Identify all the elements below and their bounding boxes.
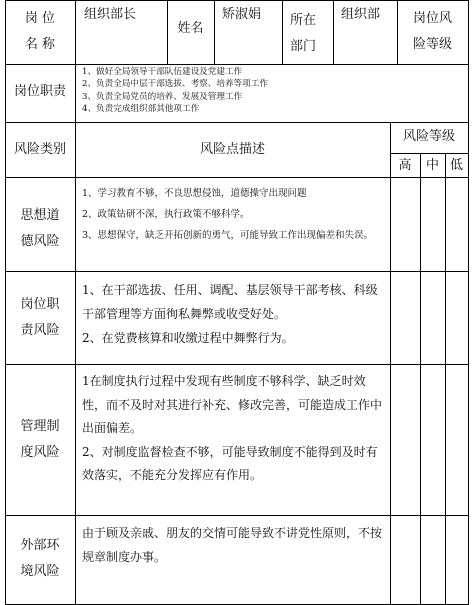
position-label: 岗 位 名 称 <box>24 11 56 52</box>
risk-description: 由于顾及亲戚、朋友的交情可能导致不讲党性原则，不按规章制度办事。 <box>82 526 383 564</box>
risk-description: 1、学习教育不够，不良思想侵蚀，道德操守出现问题 2、政策钻研不深，执行政策不够科学。 3、思想保守，缺乏开拓创新的勇气，可能导致工作出现偏差和失误。 <box>82 188 374 241</box>
list-item: 4、负责完成组织部其他项工作 <box>82 104 200 115</box>
risk-level-label: 岗位风 险等级 <box>412 11 452 52</box>
list-item: 1、做好全局领导干部队伍建设及党建工作 <box>82 67 243 77</box>
risk-level-low: 低 <box>449 158 463 173</box>
duties-list <box>82 66 462 116</box>
risk-description: 1在制度执行过程中发现有些制度不够科学、缺乏时效性，而不及时对其进行补充、修改完善，可能造成工作中出面偏差。 2、对制度监督检查不够，可能导致制度不能得到及时有效落实，不能充分发挥应有作用。 <box>82 374 383 482</box>
position-value: 组织部长 <box>84 7 137 22</box>
list-item: 3、负责全局党员的培养、发展及管理工作 <box>82 91 243 102</box>
risk-description-header: 风险点描述 <box>199 142 265 157</box>
risk-category: 外部环 境风险 <box>20 538 60 579</box>
risk-level-header: 风险等级 <box>402 129 455 144</box>
risk-category: 岗位职 责风险 <box>20 297 60 338</box>
risk-description: 1、在干部选拔、任用、调配、基层领导干部考核、科级干部管理等方面徇私舞弊或收受好处。 2、在党费核算和收缴过程中舞弊行为。 <box>82 283 378 345</box>
name-label: 姓名 <box>177 21 204 36</box>
name-value: 矫淑娟 <box>222 7 262 22</box>
list-item: 2、负责全局中层干部选拔、考察、培养等项工作 <box>82 79 268 90</box>
risk-category: 思想道 德风险 <box>20 208 60 249</box>
duties-label: 岗位职责 <box>13 84 66 99</box>
risk-level-high: 高 <box>398 158 412 173</box>
risk-category: 管理制 度风险 <box>20 419 60 460</box>
dept-value: 组织部 <box>341 7 381 22</box>
risk-level-mid: 中 <box>425 158 439 173</box>
risk-category-header: 风险类别 <box>13 142 66 157</box>
dept-label: 所在 部门 <box>290 13 317 54</box>
